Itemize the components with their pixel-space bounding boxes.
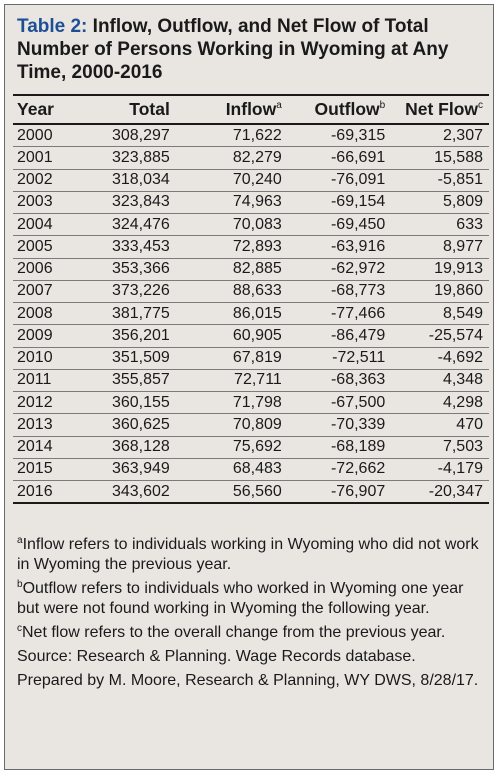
cell-outflow: -77,466 [286,303,389,325]
footnote-list [17,535,487,643]
cell-netflow: 633 [389,214,489,236]
cell-outflow: -63,916 [286,236,389,258]
cell-netflow: 4,298 [389,392,489,414]
cell-inflow: 88,633 [188,280,286,302]
cell-inflow: 56,560 [188,481,286,504]
cell-netflow: -20,347 [389,481,489,504]
table-row [13,325,489,347]
footnote [17,579,487,619]
cell-year: 2013 [13,414,79,436]
cell-inflow: 71,798 [188,392,286,414]
footnote-mark: b [17,579,23,590]
cell-inflow: 70,083 [188,214,286,236]
cell-netflow: 5,809 [389,191,489,213]
cell-inflow: 70,240 [188,169,286,191]
cell-netflow: 7,503 [389,436,489,458]
cell-netflow: -5,851 [389,169,489,191]
cell-year: 2015 [13,458,79,480]
cell-total: 351,509 [79,347,188,369]
cell-total: 360,155 [79,392,188,414]
table-row [13,169,489,191]
footnote-text: Net flow refers to the overall change from the previous year. [22,624,446,641]
cell-total: 355,857 [79,369,188,391]
footnote-text: Outflow refers to individuals who worked in Wyoming one year but were not found working in Wyoming the following year. [17,580,464,617]
cell-netflow: 2,307 [389,124,489,147]
footnotes [17,535,487,695]
cell-inflow: 86,015 [188,303,286,325]
cell-inflow: 75,692 [188,436,286,458]
header-inflow-label: Inflow [225,99,277,119]
cell-outflow: -86,479 [286,325,389,347]
table-label: Table 2: [17,16,88,37]
source-note: Source: Research & Planning. Wage Records database. [17,648,416,665]
cell-outflow: -68,773 [286,280,389,302]
footnote [17,623,487,643]
cell-outflow: -69,315 [286,124,389,147]
cell-year: 2012 [13,392,79,414]
cell-total: 373,226 [79,280,188,302]
table-row [13,236,489,258]
cell-inflow: 74,963 [188,191,286,213]
cell-year: 2011 [13,369,79,391]
table-row [13,369,489,391]
table-row [13,147,489,169]
cell-inflow: 82,885 [188,258,286,280]
cell-total: 356,201 [79,325,188,347]
cell-total: 381,775 [79,303,188,325]
cell-total: 368,128 [79,436,188,458]
cell-year: 2003 [13,191,79,213]
cell-total: 318,034 [79,169,188,191]
cell-outflow: -68,363 [286,369,389,391]
cell-netflow: -4,179 [389,458,489,480]
cell-year: 2001 [13,147,79,169]
table-row [13,414,489,436]
cell-total: 323,885 [79,147,188,169]
cell-inflow: 71,622 [188,124,286,147]
cell-outflow: -66,691 [286,147,389,169]
cell-total: 324,476 [79,214,188,236]
cell-outflow: -68,189 [286,436,389,458]
footnote [17,535,487,575]
outflow-footnote-mark: b [379,100,386,111]
table-row [13,481,489,504]
header-outflow [286,95,389,124]
cell-outflow: -76,907 [286,481,389,504]
cell-year: 2002 [13,169,79,191]
table-title [17,15,487,84]
cell-total: 333,453 [79,236,188,258]
cell-inflow: 72,893 [188,236,286,258]
netflow-footnote-mark: c [478,100,483,111]
cell-outflow: -72,662 [286,458,389,480]
cell-year: 2010 [13,347,79,369]
cell-outflow: -69,450 [286,214,389,236]
cell-year: 2008 [13,303,79,325]
footnote-mark: a [17,535,23,546]
cell-year: 2016 [13,481,79,504]
inflow-footnote-mark: a [276,100,282,111]
cell-netflow: -4,692 [389,347,489,369]
cell-outflow: -69,154 [286,191,389,213]
cell-outflow: -67,500 [286,392,389,414]
header-outflow-label: Outflow [314,99,380,119]
table-row [13,191,489,213]
cell-year: 2009 [13,325,79,347]
cell-outflow: -76,091 [286,169,389,191]
cell-outflow: -72,511 [286,347,389,369]
table-row [13,436,489,458]
footnote-mark: c [17,623,22,634]
header-netflow [389,95,489,124]
cell-outflow: -70,339 [286,414,389,436]
header-year: Year [13,95,79,124]
cell-netflow: 19,860 [389,280,489,302]
cell-netflow: 8,549 [389,303,489,325]
cell-total: 360,625 [79,414,188,436]
footnote-text: Inflow refers to individuals working in Wyoming who did not work in Wyoming the previous year. [17,536,479,573]
cell-year: 2004 [13,214,79,236]
cell-outflow: -62,972 [286,258,389,280]
table-row [13,124,489,147]
header-total: Total [79,95,188,124]
cell-inflow: 72,711 [188,369,286,391]
cell-inflow: 68,483 [188,458,286,480]
table-row [13,258,489,280]
table-row [13,280,489,302]
cell-netflow: 470 [389,414,489,436]
cell-inflow: 60,905 [188,325,286,347]
flow-table [13,94,489,504]
cell-inflow: 70,809 [188,414,286,436]
table-panel [4,4,494,770]
cell-inflow: 82,279 [188,147,286,169]
cell-total: 323,843 [79,191,188,213]
cell-year: 2014 [13,436,79,458]
table-row [13,392,489,414]
prepared-note: Prepared by M. Moore, Research & Planning, WY DWS, 8/28/17. [17,672,479,689]
cell-netflow: 8,977 [389,236,489,258]
table-row [13,458,489,480]
table-row [13,303,489,325]
table-body [13,124,489,503]
header-inflow [188,95,286,124]
cell-year: 2007 [13,280,79,302]
cell-total: 353,366 [79,258,188,280]
table-title-text: Inflow, Outflow, and Net Flow of Total Number of Persons Working in Wyoming at Any Time, 2000-2016 [17,16,449,83]
header-netflow-label: Net Flow [405,99,478,119]
header-row [13,95,489,124]
cell-year: 2006 [13,258,79,280]
cell-inflow: 67,819 [188,347,286,369]
cell-netflow: 15,588 [389,147,489,169]
cell-netflow: 19,913 [389,258,489,280]
cell-total: 308,297 [79,124,188,147]
cell-year: 2005 [13,236,79,258]
cell-total: 363,949 [79,458,188,480]
table-row [13,214,489,236]
cell-total: 343,602 [79,481,188,504]
cell-netflow: 4,348 [389,369,489,391]
cell-year: 2000 [13,124,79,147]
table-row [13,347,489,369]
cell-netflow: -25,574 [389,325,489,347]
